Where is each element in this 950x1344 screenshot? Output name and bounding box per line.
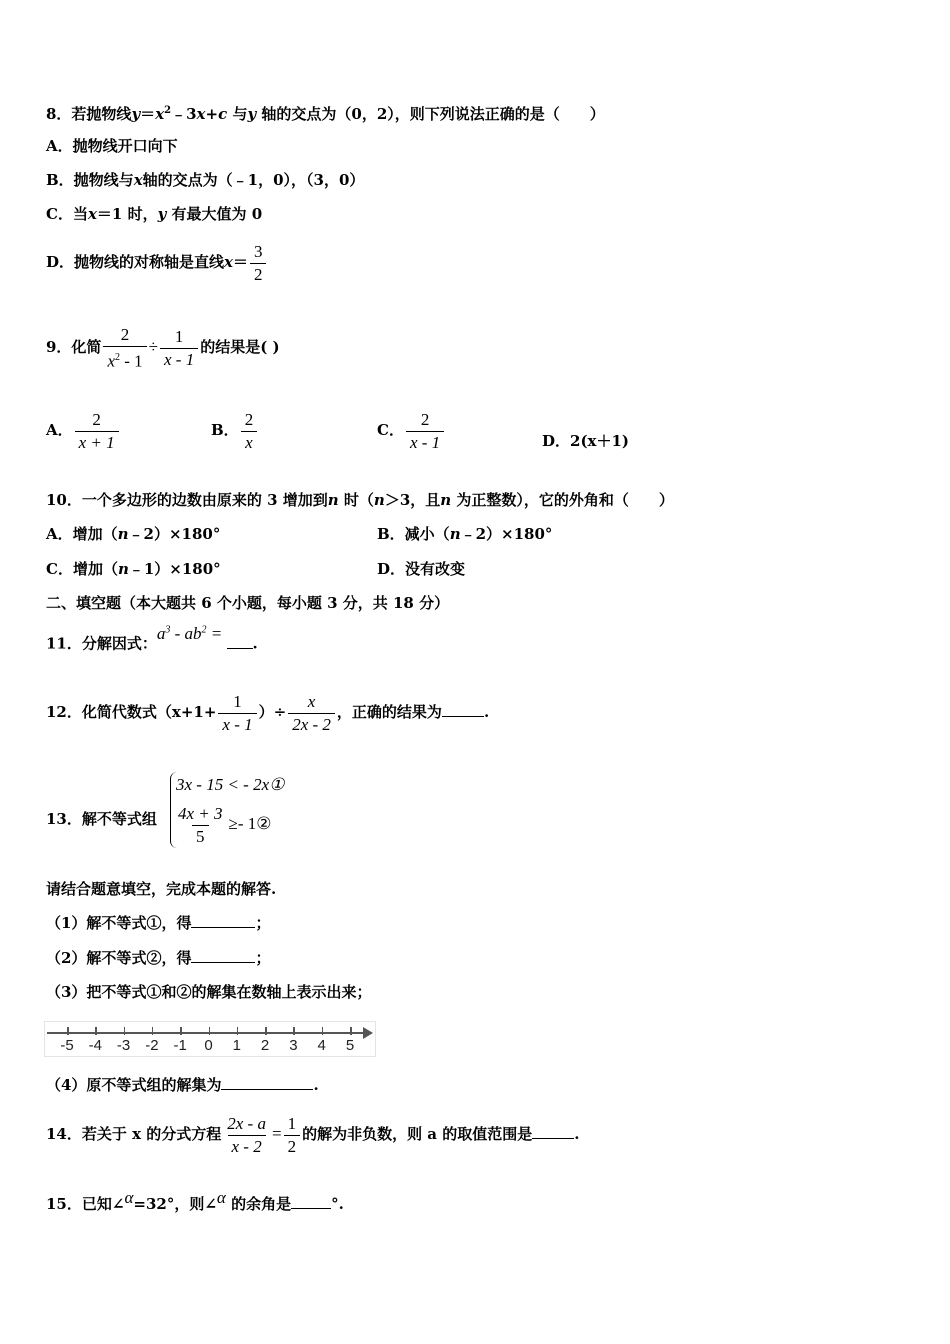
inequality-1: 3x - 15 < - 2x①: [176, 775, 285, 794]
q8-option-c: C．当x＝1 时，y 有最大值为 0: [46, 205, 263, 223]
number-line-label: 5: [345, 1037, 355, 1054]
q13-stem: 13．解不等式组: [46, 810, 157, 828]
fraction: $\frac{2}{x - 1}$: [406, 409, 444, 454]
answer-blank[interactable]: [191, 913, 255, 928]
number-line-label: 2: [260, 1037, 270, 1054]
fraction: $\frac{3}{2}$: [250, 241, 267, 286]
answer-blank[interactable]: [221, 1075, 313, 1090]
number-line-tick: [293, 1027, 295, 1035]
q13-intro: 请结合题意填空，完成本题的解答.: [46, 880, 277, 898]
section-heading: 二、填空题（本大题共 6 个小题，每小题 3 分，共 18 分）: [46, 594, 450, 612]
number-line-tick: [350, 1027, 352, 1035]
q10-option-c: C．增加（n﹣1）×180°: [46, 560, 221, 578]
number-line-label: -3: [116, 1037, 131, 1054]
number-line-tick: [237, 1027, 239, 1035]
q9-stem: 9．化简 $\frac{2}{x^2 - 1}$ ÷ $\frac{1}{x - 1}$ 的结果是( ): [46, 324, 280, 371]
q9-option-b: B． $\frac{2}{x}$: [211, 406, 259, 454]
number-line-label: -5: [60, 1037, 74, 1054]
number-line-label: -4: [88, 1037, 102, 1054]
fraction: $\frac{2}{x}$: [241, 409, 258, 454]
answer-blank[interactable]: [191, 948, 255, 963]
q15-stem: 15．已知∠α=32°，则∠α 的余角是 °.: [46, 1188, 344, 1213]
q13-part2: （2）解不等式②，得 ；: [46, 949, 271, 967]
q13-part1: （1）解不等式①，得 ；: [46, 914, 271, 932]
q8-option-d: D．抛物线的对称轴是直线x＝ $\frac{3}{2}$: [46, 240, 268, 286]
number-line-tick: [322, 1027, 324, 1035]
q13-part4: （4）原不等式组的解集为 .: [46, 1076, 319, 1094]
number-line[interactable]: [44, 1021, 376, 1057]
q11-stem: 11．分解因式：$a^3 - ab^2$ = .: [46, 623, 258, 653]
number-line-tick: [209, 1027, 211, 1035]
answer-blank[interactable]: [442, 702, 484, 717]
q9-option-c: C． $\frac{2}{x - 1}$: [377, 406, 446, 454]
number-line-tick: [67, 1027, 69, 1035]
answer-blank[interactable]: [291, 1194, 331, 1209]
number-line-tick: [180, 1027, 182, 1035]
q8-option-b: B．抛物线与x轴的交点为（﹣1，0），（3，0）: [46, 171, 365, 189]
inequality-2: $\frac{4x + 3}{5}$ ≥- 1②: [172, 800, 272, 848]
number-line-label: 0: [204, 1037, 213, 1054]
q14-stem: 14．若关于 x 的分式方程 $\frac{2x - a}{x - 2}$ = $\frac{1}{2}$ 的解为非负数，则 a 的取值范围是 .: [46, 1113, 580, 1156]
q10-option-b: B．减小（n﹣2）×180°: [377, 525, 553, 543]
fraction: $\frac{2}{x + 1}$: [75, 409, 119, 454]
q10-option-a: A．增加（n﹣2）×180°: [46, 525, 221, 543]
fraction: $\frac{1}{x - 1}$: [218, 691, 256, 736]
answer-blank[interactable]: [227, 634, 253, 649]
number-line-label: 1: [232, 1037, 241, 1054]
number-line-label: -2: [145, 1037, 159, 1054]
fraction: $\frac{x}{2x - 2}$: [288, 691, 335, 736]
q10-option-d: D．没有改变: [377, 560, 466, 578]
q12-stem: 12．化简代数式（x+1+ $\frac{1}{x - 1}$ ）÷ $\frac{x}{2x - 2}$ ，正确的结果为 .: [46, 691, 490, 734]
q8-stem: 8．若抛物线$y=x^2﹣3x+c$ 与y 轴的交点为（0，2），则下列说法正确的是（ ）: [46, 105, 605, 123]
q8-option-a: A．抛物线开口向下: [46, 137, 178, 155]
fraction: $\frac{4x + 3}{5}$: [178, 803, 223, 846]
answer-blank[interactable]: [532, 1124, 574, 1139]
number-line-tick: [124, 1027, 126, 1035]
fraction: $\frac{1}{x - 1}$: [160, 326, 198, 371]
q9-option-d: D．2(x＋1): [542, 432, 630, 450]
number-line-label: 4: [317, 1037, 326, 1054]
number-line-tick: [95, 1027, 97, 1035]
q9-option-a: A． $\frac{2}{x + 1}$: [46, 406, 121, 454]
q10-stem: 10．一个多边形的边数由原来的 3 增加到n 时（n＞3，且n 为正整数），它的外角和（ ）: [46, 491, 674, 509]
fraction: $\frac{2x - a}{x - 2}$: [227, 1113, 266, 1156]
q13-part3: （3）把不等式①和②的解集在数轴上表示出来；: [46, 983, 372, 1001]
number-line-label: -1: [173, 1037, 187, 1054]
number-line-tick: [152, 1027, 154, 1035]
fraction: $\frac{2}{x^2 - 1}$: [103, 324, 146, 373]
number-line-label: 3: [289, 1037, 298, 1054]
number-line-tick: [265, 1027, 267, 1035]
fraction: $\frac{1}{2}$: [284, 1113, 301, 1158]
